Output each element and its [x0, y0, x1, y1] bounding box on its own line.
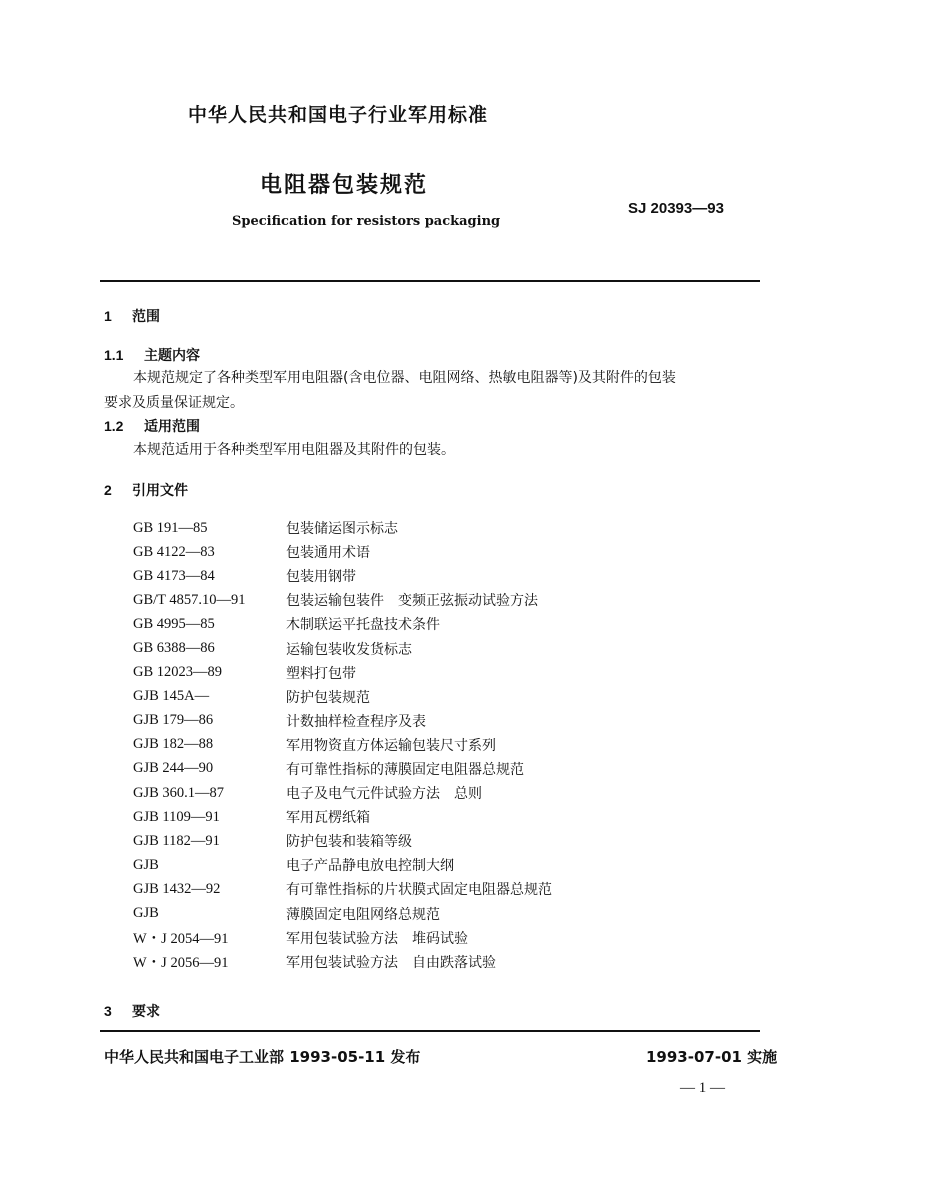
reference-code: GB 4173—84	[133, 567, 215, 584]
section-number: 1.1	[104, 347, 124, 363]
reference-row	[133, 757, 773, 781]
reference-row	[133, 612, 773, 636]
issue-statement: 中华人民共和国电子工业部 1993-05-11 发布	[104, 1048, 421, 1066]
reference-title: 电子产品静电放电控制大纲	[286, 858, 454, 875]
reference-code: GB 191—85	[133, 519, 208, 536]
reference-code: GJB 145A—	[133, 688, 210, 705]
reference-row	[133, 564, 773, 588]
reference-code: GJB	[133, 856, 159, 873]
reference-code: GJB 244—90	[133, 760, 214, 777]
section-2-heading	[104, 480, 188, 500]
reference-code: GJB	[133, 905, 159, 922]
section-number: 3	[104, 1003, 112, 1019]
section-1-heading	[104, 306, 160, 326]
reference-title: 包装储运图示标志	[286, 521, 398, 538]
reference-code: W・J 2056—91	[133, 955, 229, 972]
reference-row	[133, 588, 773, 612]
reference-title: 电子及电气元件试验方法 总则	[286, 786, 482, 803]
section-1-1-heading	[104, 345, 200, 365]
reference-title: 运输包装收发货标志	[286, 641, 412, 658]
reference-row	[133, 950, 773, 974]
reference-title: 军用物资直方体运输包装尺寸系列	[286, 737, 496, 754]
reference-row	[133, 829, 773, 853]
section-number: 1.2	[104, 418, 124, 434]
reference-title: 计数抽样检查程序及表	[286, 713, 426, 730]
reference-row	[133, 709, 773, 733]
section-title: 主题内容	[144, 348, 200, 364]
reference-title: 薄膜固定电阻网络总规范	[286, 906, 440, 923]
reference-title: 包装通用术语	[286, 545, 370, 562]
reference-list	[133, 516, 773, 974]
section-3-heading	[104, 1001, 160, 1021]
reference-row	[133, 805, 773, 829]
section-title: 范围	[132, 309, 160, 325]
reference-row	[133, 733, 773, 757]
page-number: — 1 —	[680, 1080, 725, 1096]
reference-code: W・J 2054—91	[133, 931, 229, 948]
section-title: 要求	[132, 1004, 160, 1020]
reference-row	[133, 781, 773, 805]
reference-code: GB/T 4857.10—91	[133, 591, 246, 608]
reference-code: GB 4122—83	[133, 543, 215, 560]
reference-title: 防护包装和装箱等级	[286, 834, 412, 851]
reference-title: 木制联运平托盘技术条件	[286, 617, 440, 634]
implementation-date: 1993-07-01 实施	[646, 1048, 778, 1066]
reference-title: 有可靠性指标的片状膜式固定电阻器总规范	[286, 882, 552, 899]
document-title-english: Specification for resistors packaging	[232, 214, 501, 229]
section-1-2-heading	[104, 416, 200, 436]
reference-title: 包装用钢带	[286, 569, 356, 586]
reference-code: GJB 360.1—87	[133, 784, 225, 801]
reference-title: 军用包装试验方法 自由跌落试验	[286, 954, 496, 971]
reference-code: GJB 182—88	[133, 736, 214, 753]
reference-code: GJB 1432—92	[133, 880, 221, 897]
reference-title: 塑料打包带	[286, 665, 356, 682]
standard-number: SJ 20393—93	[628, 200, 724, 217]
reference-code: GB 6388—86	[133, 640, 215, 657]
reference-row	[133, 926, 773, 950]
header-divider	[100, 280, 760, 282]
footer-divider	[100, 1030, 760, 1032]
standard-organization: 中华人民共和国电子行业军用标准	[188, 104, 489, 126]
reference-code: GB 12023—89	[133, 664, 223, 681]
reference-code: GJB 1182—91	[133, 832, 220, 849]
reference-row	[133, 902, 773, 926]
reference-title: 军用包装试验方法 堆码试验	[286, 930, 468, 947]
reference-row	[133, 877, 773, 901]
reference-title: 军用瓦楞纸箱	[286, 810, 370, 827]
reference-row	[133, 661, 773, 685]
section-1-2-text: 本规范适用于各种类型军用电阻器及其附件的包装。	[133, 442, 455, 458]
reference-code: GB 4995—85	[133, 615, 215, 632]
reference-row	[133, 516, 773, 540]
reference-title: 包装运输包装件 变频正弦振动试验方法	[286, 593, 538, 610]
reference-code: GJB 179—86	[133, 712, 214, 729]
section-number: 1	[104, 308, 112, 324]
reference-row	[133, 540, 773, 564]
document-title: 电阻器包装规范	[260, 173, 429, 198]
reference-row	[133, 853, 773, 877]
section-title: 引用文件	[132, 483, 188, 499]
section-1-1-text-line-2: 要求及质量保证规定。	[104, 395, 244, 411]
reference-title: 防护包装规范	[286, 689, 370, 706]
section-title: 适用范围	[144, 419, 200, 435]
reference-row	[133, 685, 773, 709]
reference-row	[133, 636, 773, 660]
section-1-1-text-line-1: 本规范规定了各种类型军用电阻器(含电位器、电阻网络、热敏电阻器等)及其附件的包装	[133, 370, 676, 386]
section-number: 2	[104, 482, 112, 498]
reference-code: GJB 1109—91	[133, 808, 220, 825]
reference-title: 有可靠性指标的薄膜固定电阻器总规范	[286, 761, 524, 778]
